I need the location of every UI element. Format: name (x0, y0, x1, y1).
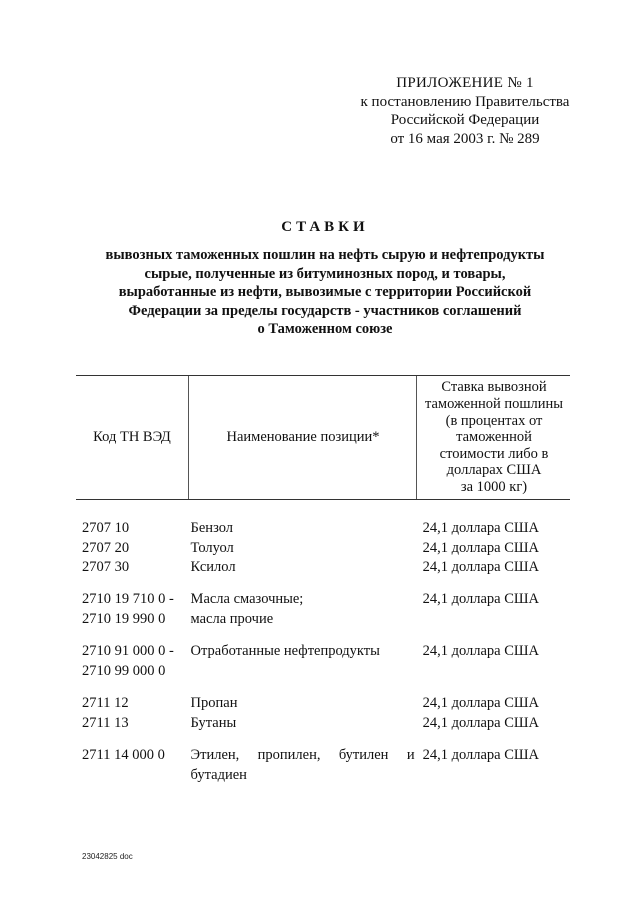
cell-rate: 24,1 доллара США (422, 695, 540, 711)
table-row (82, 519, 562, 539)
cell-code: 2711 12 (82, 695, 129, 711)
cell-rate: 24,1 доллара США (422, 643, 540, 659)
cell-code: 2707 20 (82, 539, 130, 556)
header-code: Код ТН ВЭД (93, 429, 171, 446)
cell-rate: 24,1 доллара США (422, 539, 540, 556)
cell-rate: 24,1 доллара США (422, 520, 540, 536)
appendix-title: ПРИЛОЖЕНИЕ № 1 (396, 75, 534, 91)
table-row (82, 590, 562, 629)
cell-rate: 24,1 доллара США (422, 714, 540, 731)
header-rate-line: таможенной пошлины (424, 396, 564, 413)
subtitle-line: сырые, полученные из битуминозных пород, и товары, (144, 265, 506, 282)
document-heading: СТАВКИ (281, 219, 369, 235)
cell-rate: 24,1 доллара США (422, 747, 540, 763)
cell-code: 2707 10 (82, 520, 130, 536)
header-rate (416, 376, 571, 499)
document-subtitle (80, 246, 570, 339)
appendix-line: к постановлению Правительства (360, 93, 570, 110)
cell-name: Пропан (190, 695, 238, 711)
table-body (82, 519, 562, 785)
table-header (76, 375, 570, 500)
header-rate-line: Ставка вывозной (441, 379, 547, 396)
header-rate-line: таможенной (456, 429, 532, 446)
cell-name: Масла смазочные; масла прочие (190, 591, 304, 627)
subtitle-line: Федерации за пределы государств - участников соглашений (128, 302, 522, 319)
table-row (82, 714, 562, 734)
header-rate-line: стоимости либо в (439, 445, 549, 462)
file-reference: 23042825 doc (82, 852, 133, 861)
cell-code: 2711 14 000 0 (82, 747, 165, 763)
cell-code: 2711 13 (82, 714, 129, 731)
table-row (82, 558, 562, 578)
cell-code: 2710 19 710 0 - 2710 19 990 0 (82, 591, 174, 627)
table-row (82, 539, 562, 559)
appendix-line: от 16 мая 2003 г. № 289 (390, 130, 540, 147)
cell-name: Этилен, пропилен, бутилен и бутадиен (190, 747, 415, 783)
subtitle-line: выработанные из нефти, вывозимые с территории Российской (118, 284, 532, 301)
header-name: Наименование позиции* (188, 376, 417, 499)
cell-name: Отработанные нефтепродукты (190, 643, 380, 659)
cell-rate: 24,1 доллара США (422, 559, 540, 575)
header-rate-line: (в процентах от (445, 412, 543, 429)
header-rate-line: долларах США (446, 462, 542, 479)
cell-name: Ксилол (190, 559, 236, 575)
subtitle-line: о Таможенном союзе (257, 321, 393, 338)
appendix-line: Российской Федерации (390, 112, 540, 128)
cell-name: Бензол (190, 520, 234, 536)
cell-code: 2707 30 (82, 559, 130, 575)
cell-name: Толуол (190, 539, 234, 556)
header-rate-line: за 1000 кг) (460, 478, 528, 495)
cell-code: 2710 91 000 0 - 2710 99 000 0 (82, 643, 174, 679)
appendix-block (330, 74, 600, 148)
cell-rate: 24,1 доллара США (422, 591, 540, 607)
table-row (82, 746, 562, 785)
cell-name: Бутаны (190, 714, 237, 731)
subtitle-line: вывозных таможенных пошлин на нефть сырую и нефтепродукты (105, 247, 545, 263)
table-row (82, 642, 562, 681)
table-row (82, 694, 562, 714)
